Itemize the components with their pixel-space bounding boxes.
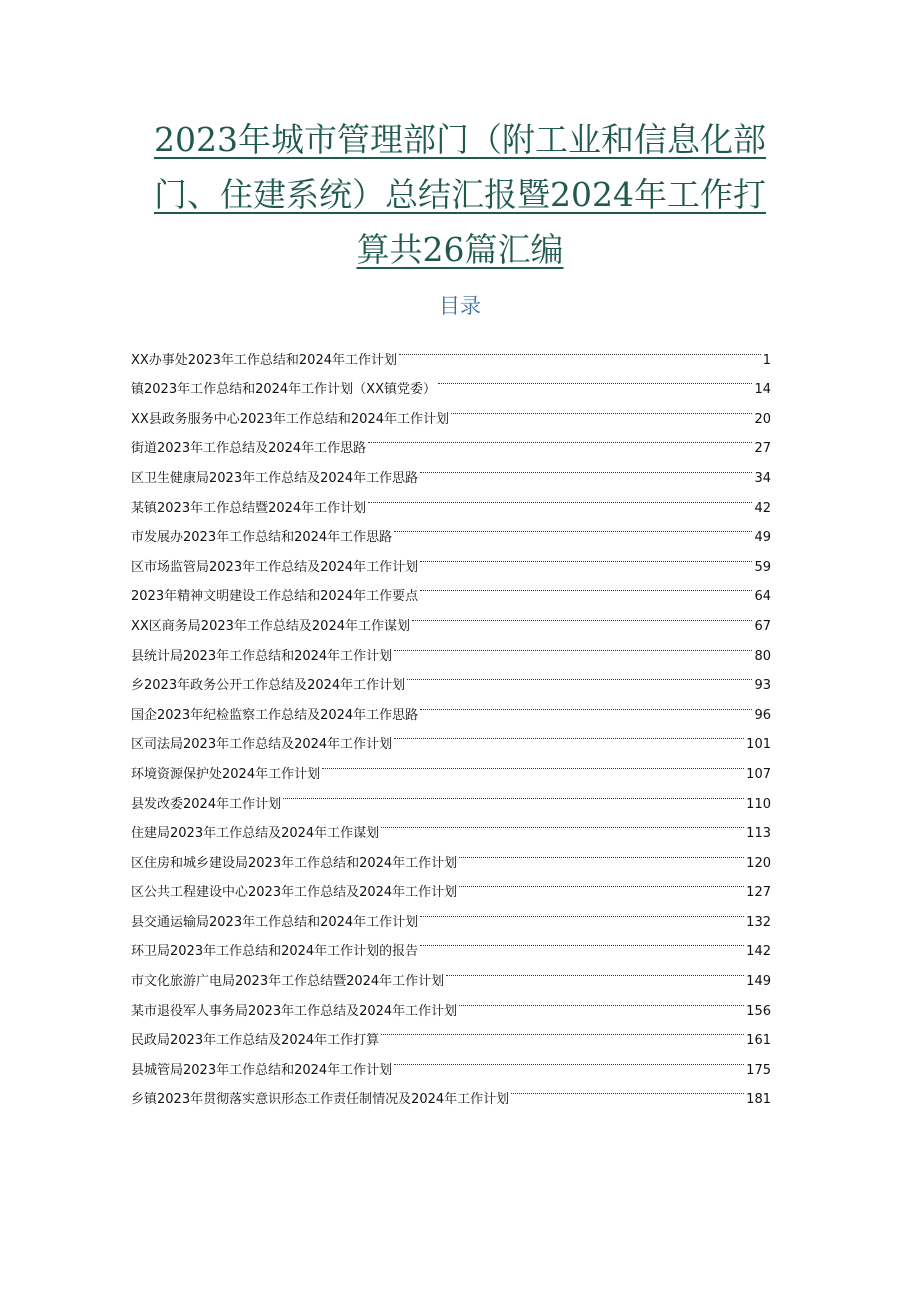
toc-dot-leader [412,600,752,630]
toc-dot-leader [459,985,744,1015]
toc-entry-title: 某镇2023年工作总结暨2024年工作计划 [131,500,367,516]
toc-entry-page-number: 34 [754,470,771,486]
toc-entry-title: 县城管局2023年工作总结和2024年工作计划 [131,1062,393,1078]
toc-heading: 目录 [439,294,481,318]
toc-entry-title: 区住房和城乡建设局2023年工作总结和2024年工作计划 [131,855,458,871]
toc-entry-title: 县发改委2024年工作计划 [131,796,282,812]
toc-entry-title: 区市场监管局2023年工作总结及2024年工作计划 [131,559,419,575]
toc-entry-title: 市文化旅游广电局2023年工作总结暨2024年工作计划 [131,974,445,990]
toc-entry[interactable] [131,334,771,368]
toc-entry-title: 街道2023年工作总结及2024年工作思路 [131,441,367,457]
toc-entry-title: 区卫生健康局2023年工作总结及2024年工作思路 [131,470,419,486]
toc-dot-leader [394,512,752,542]
toc-entry-page-number: 80 [754,648,771,664]
toc-entry-title: 区司法局2023年工作总结及2024年工作计划 [131,737,393,753]
toc-entry-page-number: 149 [746,974,771,990]
toc-entry-page-number: 59 [754,559,771,575]
toc-entry-title: 县交通运输局2023年工作总结和2024年工作计划 [131,914,419,930]
title-line: 门、住建系统）总结汇报暨2024年工作打 [154,175,766,214]
toc-entry-page-number: 42 [754,500,771,516]
toc-entry-title: 2023年精神文明建设工作总结和2024年工作要点 [131,589,419,605]
title-line: 2023年城市管理部门（附工业和信息化部 [154,120,766,159]
toc-dot-leader [394,719,744,749]
toc-dot-leader [420,896,744,926]
toc-entry-page-number: 181 [746,1092,771,1108]
toc-entry-page-number: 27 [754,441,771,457]
toc-entry-page-number: 142 [746,944,771,960]
toc-entry-title: 乡镇2023年贯彻落实意识形态工作责任制情况及2024年工作计划 [131,1092,510,1108]
toc-dot-leader [399,334,761,364]
toc-entry-title: 民政局2023年工作总结及2024年工作打算 [131,1033,380,1049]
toc-entry-title: 某市退役军人事务局2023年工作总结及2024年工作计划 [131,1003,458,1019]
toc-entry-page-number: 64 [754,589,771,605]
toc-entry-title: XX县政务服务中心2023年工作总结和2024年工作计划 [131,411,449,427]
toc-entry-title: 乡2023年政务公开工作总结及2024年工作计划 [131,678,406,694]
toc-entry-title: 区公共工程建设中心2023年工作总结及2024年工作计划 [131,885,458,901]
toc-dot-leader [420,452,752,482]
toc-entry-page-number: 120 [746,855,771,871]
toc-entry-page-number: 113 [746,826,771,842]
toc-dot-leader [368,423,752,453]
toc-entry-page-number: 107 [746,766,771,782]
toc-dot-leader [446,955,744,985]
toc-dot-leader [394,1044,744,1074]
toc-entry-title: 县统计局2023年工作总结和2024年工作计划 [131,648,393,664]
toc-dot-leader [438,364,752,394]
toc-dot-leader [368,482,752,512]
toc-entry-page-number: 161 [746,1033,771,1049]
toc-dot-leader [283,778,744,808]
table-of-contents [131,334,771,1108]
toc-dot-leader [322,748,744,778]
toc-entry-page-number: 14 [754,382,771,398]
toc-entry-title: 环卫局2023年工作总结和2024年工作计划的报告 [131,944,419,960]
toc-entry-page-number: 96 [754,707,771,723]
document-title [140,112,780,277]
toc-dot-leader [459,837,744,867]
toc-dot-leader [420,571,752,601]
toc-dot-leader [420,689,752,719]
toc-entry-page-number: 20 [754,411,771,427]
toc-dot-leader [511,1074,744,1104]
toc-dot-leader [394,630,752,660]
toc-entry-page-number: 67 [754,618,771,634]
toc-dot-leader [381,1015,744,1045]
toc-entry-title: XX办事处2023年工作总结和2024年工作计划 [131,352,397,368]
toc-entry-title: 镇2023年工作总结和2024年工作计划（XX镇党委） [131,382,436,398]
toc-dot-leader [459,867,744,897]
toc-dot-leader [381,808,744,838]
toc-entry-page-number: 1 [762,352,771,368]
toc-entry-page-number: 127 [746,885,771,901]
toc-entry-title: 市发展办2023年工作总结和2024年工作思路 [131,530,393,546]
toc-entry-page-number: 93 [754,678,771,694]
title-line: 算共26篇汇编 [356,230,564,269]
toc-entry-page-number: 156 [746,1003,771,1019]
toc-entry-title: 国企2023年纪检监察工作总结及2024年工作思路 [131,707,419,723]
toc-entry-page-number: 101 [746,737,771,753]
toc-dot-leader [420,926,744,956]
toc-dot-leader [451,393,752,423]
toc-entry-title: 环境资源保护处2024年工作计划 [131,766,321,782]
toc-entry-page-number: 175 [746,1062,771,1078]
toc-entry-title: 住建局2023年工作总结及2024年工作谋划 [131,826,380,842]
toc-dot-leader [420,541,752,571]
toc-entry-title: XX区商务局2023年工作总结及2024年工作谋划 [131,618,410,634]
toc-entry-page-number: 110 [746,796,771,812]
toc-entry-page-number: 49 [754,530,771,546]
toc-dot-leader [407,660,752,690]
toc-entry-page-number: 132 [746,914,771,930]
